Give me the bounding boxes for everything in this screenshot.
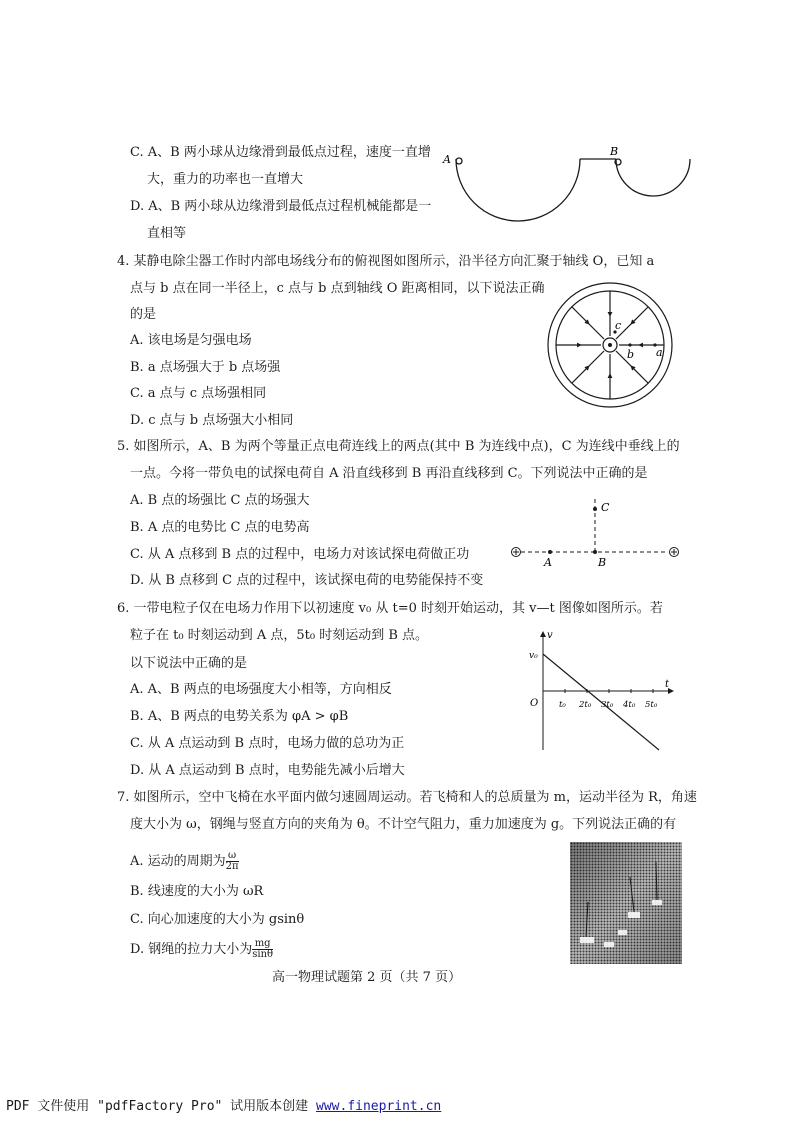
v0-label: v₀ — [529, 651, 538, 661]
fraction-numerator: mg — [252, 939, 273, 950]
q5-option-b: B. A 点的电势比 C 点的电势高 — [130, 520, 310, 535]
q6-stem-line1: 6. 一带电粒子仅在电场力作用下以初速度 v₀ 从 t=0 时刻开始运动，其 v—t 图像如图所示。若 — [117, 601, 663, 616]
fraction-numerator: ω — [226, 851, 239, 862]
q5-stem-line2: 一点。今将一带负电的试探电荷自 A 沿直线移到 B 再沿直线移到 C。下列说法中正确的是 — [130, 466, 648, 481]
q6-option-a: A. A、B 两点的电场强度大小相等，方向相反 — [130, 682, 392, 697]
point-b-dot — [628, 343, 631, 346]
ball-a — [456, 158, 462, 164]
tick-3t0: 3t₀ — [601, 700, 614, 710]
label-b: B — [598, 556, 607, 569]
q7-option-d — [130, 938, 273, 962]
fraction-denominator: sinθ — [252, 949, 274, 960]
q6-option-d: D. 从 A 点运动到 B 点时，电势能先减小后增大 — [130, 763, 405, 778]
q7-stem-line1: 7. 如图所示，空中飞椅在水平面内做匀速圆周运动。若飞椅和人的总质量为 m，运动半径为 R，角速 — [117, 790, 697, 805]
q5-option-d: D. 从 B 点移到 C 点的过程中，该试探电荷的电势能保持不变 — [130, 573, 484, 588]
v-axis-label: v — [547, 630, 553, 641]
origin-label: O — [530, 698, 539, 709]
q3-bowl-figure — [440, 145, 700, 235]
t-axis-label: t — [665, 679, 670, 690]
q4-option-c: C. a 点与 c 点场强相同 — [130, 386, 267, 401]
q6-vt-graph — [525, 628, 680, 753]
q4-option-b: B. a 点场强大于 b 点场强 — [130, 360, 281, 375]
pdf-note-text: PDF 文件使用 "pdfFactory Pro" 试用版本创建 — [6, 1099, 317, 1114]
axis-center-dot — [608, 343, 612, 347]
fineprint-link[interactable]: www.fineprint.cn — [316, 1099, 442, 1114]
q3-option-d-line2: 直相等 — [147, 226, 187, 241]
fraction-denominator: 2π — [225, 861, 239, 872]
label-c: c — [615, 319, 622, 332]
q7-stem-line2: 度大小为 ω，钢绳与竖直方向的夹角为 θ。不计空气阻力，重力加速度为 g。下列说法正确的有 — [130, 817, 677, 832]
q3-option-c-line1: C. A、B 两小球从边缘滑到最低点过程，速度一直增 — [130, 145, 431, 160]
label-b: B — [610, 145, 619, 158]
small-bowl — [616, 159, 690, 196]
tick-2t0: 2t₀ — [579, 700, 592, 710]
tick-5t0: 5t₀ — [645, 700, 658, 710]
label-c: C — [601, 501, 610, 514]
label-a: A — [443, 153, 451, 166]
q3-option-d-line1: D. A、B 两小球从边缘滑到最低点过程机械能都是一 — [130, 199, 432, 214]
tick-4t0: 4t₀ — [623, 700, 636, 710]
q5-option-c: C. 从 A 点移到 B 点的过程中，电场力对该试探电荷做正功 — [130, 547, 470, 562]
q7-flying-chair-photo — [570, 842, 682, 964]
point-c-dot — [593, 507, 597, 511]
q7-option-a-fraction — [226, 851, 239, 872]
large-bowl — [456, 159, 580, 221]
q6-stem-line2: 粒子在 t₀ 时刻运动到 A 点，5t₀ 时刻运动到 B 点。 — [130, 628, 429, 643]
q7-option-b: B. 线速度的大小为 ωR — [130, 884, 264, 899]
q4-stem-line2: 点与 b 点在同一半径上，c 点与 b 点到轴线 O 距离相同，以下说法正确 — [130, 281, 545, 296]
q6-option-b: B. A、B 两点的电势关系为 φA > φB — [130, 709, 349, 724]
q4-option-d: D. c 点与 b 点场强大小相同 — [130, 413, 294, 428]
q6-stem-line3: 以下说法中正确的是 — [130, 656, 248, 671]
q5-charges-figure — [508, 495, 683, 585]
q5-option-a: A. B 点的场强比 C 点的场强大 — [130, 493, 310, 508]
q4-option-a: A. 该电场是匀强电场 — [130, 333, 252, 348]
q7-option-a-prefix: A. 运动的周期为 — [130, 854, 226, 869]
q4-precipitator-figure — [545, 280, 675, 410]
q6-option-c: C. 从 A 点运动到 B 点时，电场力做的总功为正 — [130, 736, 405, 751]
q7-option-a — [130, 850, 239, 874]
label-a: a — [656, 346, 663, 359]
point-a-dot — [548, 550, 552, 554]
q7-option-d-fraction — [252, 939, 273, 960]
pdf-watermark-note — [6, 1095, 441, 1114]
label-b: b — [627, 348, 635, 361]
q7-option-c: C. 向心加速度的大小为 gsinθ — [130, 912, 305, 927]
q5-stem-line1: 5. 如图所示，A、B 为两个等量正点电荷连线上的两点(其中 B 为连线中点)，C 为连线中垂线上的 — [117, 439, 680, 454]
tick-t0: t₀ — [559, 700, 566, 710]
page-footer: 高一物理试题第 2 页（共 7 页） — [272, 970, 462, 985]
q4-stem-line3: 的是 — [130, 307, 157, 322]
q7-option-d-prefix: D. 钢绳的拉力大小为 — [130, 942, 253, 957]
point-b-dot — [593, 550, 597, 554]
q3-option-c-line2: 大，重力的功率也一直增大 — [147, 172, 304, 187]
label-a: A — [544, 556, 552, 569]
q4-stem-line1: 4. 某静电除尘器工作时内部电场线分布的俯视图如图所示，沿半径方向汇聚于轴线 O，已知 a — [117, 254, 655, 269]
